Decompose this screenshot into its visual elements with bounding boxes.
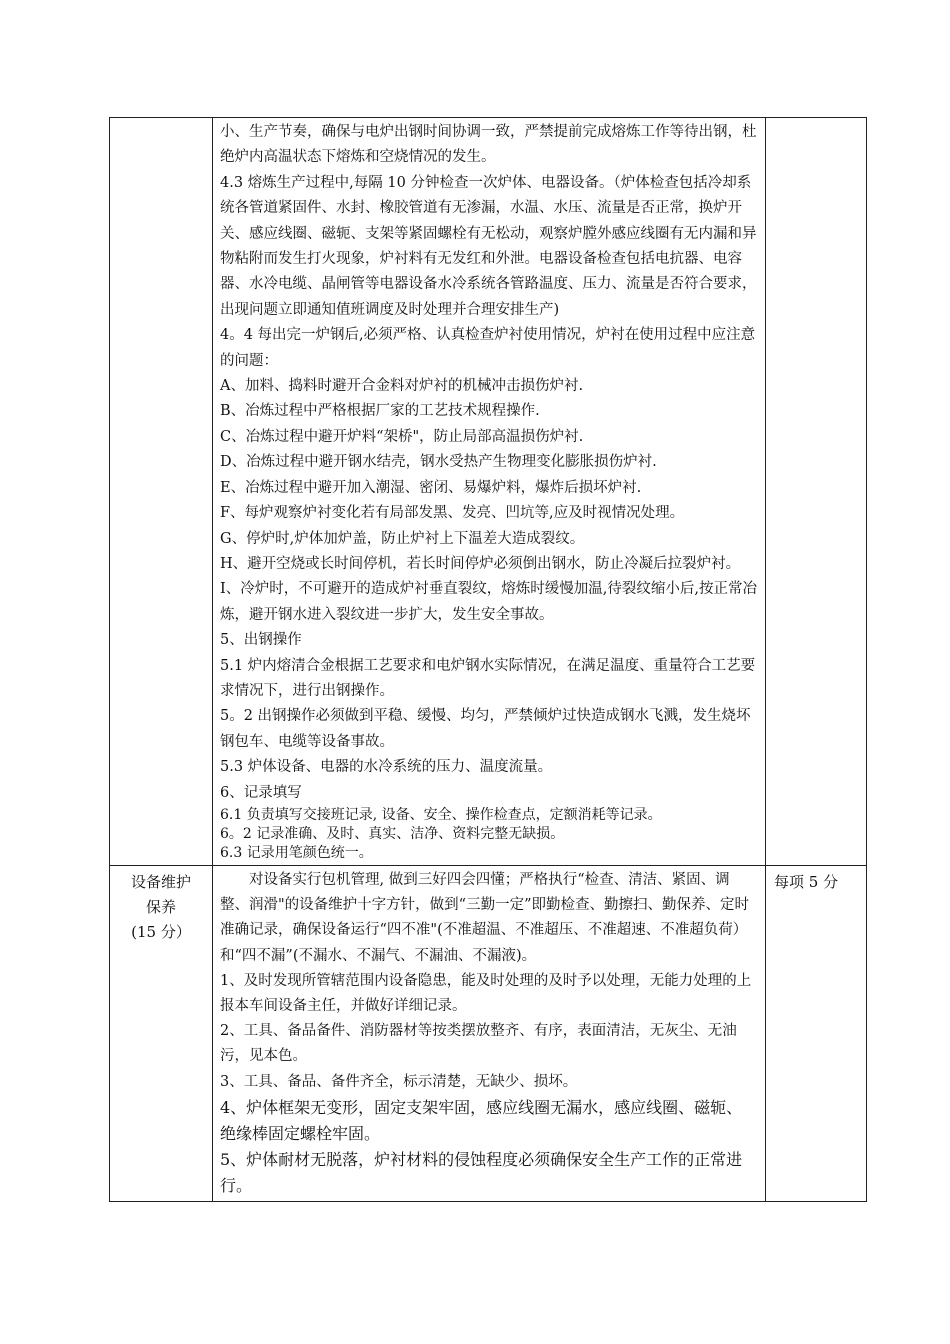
content-paragraph: 4、炉体框架无变形，固定支架牢固，感应线圈无漏水，感应线圈、磁轭、绝缘棒固定螺栓牢固。 <box>220 1097 743 1143</box>
content-paragraph: B、冶炼过程中严格根据厂家的工艺技术规程操作. <box>220 403 540 420</box>
content-paragraph: 5。2 出钢操作必须做到平稳、缓慢、均匀，严禁倾炉过快造成钢水飞溅，发生烧坏钢包车、电缆等设备事故。 <box>220 708 751 750</box>
content-paragraph: 5、出钢操作 <box>220 632 302 649</box>
content-paragraph: 5.3 炉体设备、电器的水冷系统的压力、温度流量。 <box>220 759 553 776</box>
content-paragraph: 5、炉体耐材无脱落，炉衬材料的侵蚀程度必须确保安全生产工作的正常进行。 <box>220 1149 743 1195</box>
category-cell <box>110 865 213 1201</box>
score-cell-empty <box>766 118 867 866</box>
category-cell-empty <box>110 118 213 866</box>
content-paragraph: G、停炉时,炉体加炉盖，防止炉衬上下温差大造成裂纹。 <box>220 530 585 547</box>
inspection-table <box>109 117 867 1202</box>
category-label <box>110 866 212 949</box>
table-row <box>110 865 867 1201</box>
content-paragraph: F、每炉观察炉衬变化若有局部发黑、发亮、凹坑等,应及时视情况处理。 <box>220 505 685 522</box>
content-paragraph: 4。4 每出完一炉钢后,必须严格、认真检查炉衬使用情况，炉衬在使用过程中应注意的问题： <box>220 327 756 369</box>
content-paragraph: 6。2 记录准确、及时、真实、洁净、资料完整无缺损。 <box>220 825 565 842</box>
score-label: 每项 5 分 <box>774 872 839 891</box>
content-paragraph: C、冶炼过程中避开炉料“架桥"，防止局部高温损伤炉衬. <box>220 428 584 445</box>
content-paragraph: 2、工具、备品备件、消防器材等按类摆放整齐、有序，表面清洁，无灰尘、无油污，见本色。 <box>220 1023 737 1065</box>
table-row <box>110 118 867 866</box>
content-list <box>213 866 765 1201</box>
content-paragraph: E、冶炼过程中避开加入潮湿、密闭、易爆炉料，爆炸后损坏炉衬. <box>220 479 642 496</box>
category-points: (15 分） <box>131 922 191 941</box>
content-paragraph: 6、记录填写 <box>220 784 302 801</box>
content-paragraph: 小、生产节奏，确保与电炉出钢时间协调一致，严禁提前完成熔炼工作等待出钢，杜绝炉内高温状态下熔炼和空烧情况的发生。 <box>220 124 757 166</box>
content-paragraph: 1、及时发现所管辖范围内设备隐患，能及时处理的及时予以处理，无能力处理的上报本车间设备主任，并做好详细记录。 <box>220 972 752 1014</box>
content-paragraph: 6.3 记录用笔颜色统一。 <box>220 844 373 861</box>
content-paragraph: 3、工具、备品、备件齐全，标示清楚，无缺少、损坏。 <box>220 1073 578 1090</box>
content-cell <box>213 865 766 1201</box>
content-paragraph: A、加料、捣料时避开合金料对炉衬的机械冲击损伤炉衬. <box>220 378 584 395</box>
content-paragraph: 4.3 熔炼生产过程中,每隔 10 分钟检查一次炉体、电器设备。（炉体检查包括冷却系统各管道紧固件、水封、橡胶管道有无渗漏，水温、水压、流量是否正常，换炉开关、感应线圈、磁轭、支架等紧固螺栓有无松动，观察炉膛外感应线圈有无内漏和异物粘附而发生打火现象，炉衬料有无发红和外泄。电器设备检查包括电抗器、电容器、水冷电缆、晶闸管等电器设备水冷系统各管路温度、压力、流量是否符合要求，出现问题立即通知值班调度及时处理并合理安排生产) <box>220 174 757 318</box>
category-line: 设备维护 <box>130 872 191 891</box>
content-paragraph: I、冷炉时，不可避开的造成炉衬垂直裂纹，熔炼时缓慢加温,待裂纹缩小后,按正常冶炼，避开钢水进入裂纹进一步扩大，发生安全事故。 <box>220 581 757 623</box>
content-paragraph: D、冶炼过程中避开钢水结壳，钢水受热产生物理变化膨胀损伤炉衬. <box>220 454 657 471</box>
content-paragraph: H、避开空烧或长时间停机，若长时间停炉必须倒出钢水，防止冷凝后拉裂炉衬。 <box>220 555 741 572</box>
content-intro: 对设备实行包机管理, 做到三好四会四懂；严格执行“检查、清洁、紧固、调整、润滑"的设备维护十字方针，做到“三勤一定”即勤检查、勤擦扫、勤保养、定时准确记录，确保设备运行“四不准"(不准超温、不准超压、不准超速、不准超负荷）和“四不漏”(不漏水、不漏气、不漏油、不漏液)。 <box>220 871 749 964</box>
category-line: 保养 <box>145 897 176 916</box>
content-list <box>213 118 765 865</box>
content-paragraph: 5.1 炉内熔清合金根据工艺要求和电炉钢水实际情况，在满足温度、重量符合工艺要求情况下，进行出钢操作。 <box>220 657 756 699</box>
content-paragraph: 6.1 负责填写交接班记录, 设备、安全、操作检查点，定额消耗等记录。 <box>220 806 662 823</box>
score-cell <box>766 865 867 1201</box>
content-cell <box>213 118 766 866</box>
